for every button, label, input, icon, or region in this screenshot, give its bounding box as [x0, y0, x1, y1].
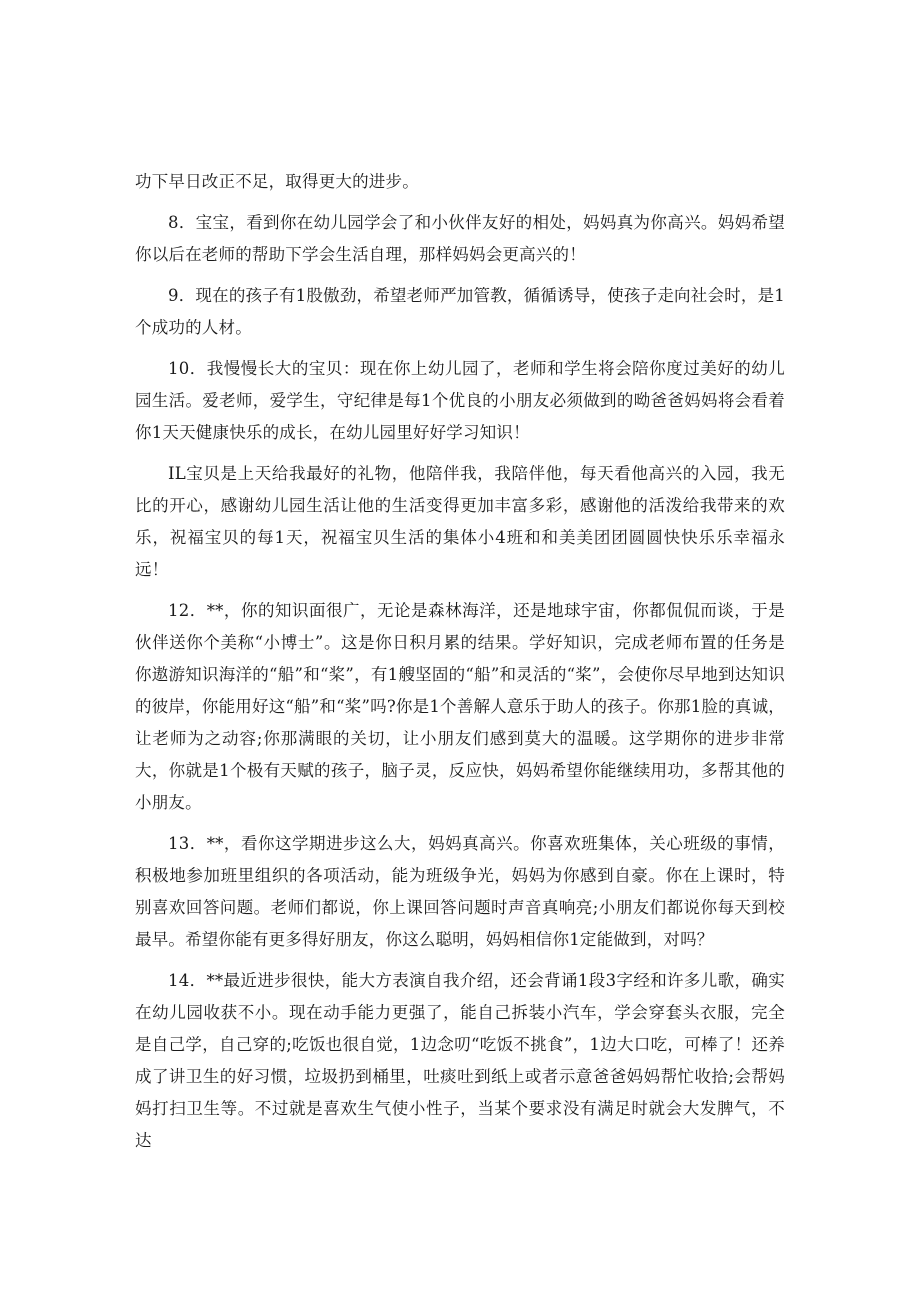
paragraph-continuation: 功下早日改正不足，取得更大的进步。 — [135, 172, 419, 191]
paragraph-12: 12．**，你的知识面很广，无论是森林海洋，还是地球宇宙，你都侃侃而谈，于是伙伴送你个美称“小博士”。这是你日积月累的结果。学好知识，完成老师布置的任务是你遨游知识海洋的“船”和“桨”，有1艘坚固的“船”和灵活的“桨”，会使你尽早地到达知识的彼岸，你能用好这“船”和“桨”吗?你是1个善解人意乐于助人的孩子。你那1脸的真诚，让老师为之动容;你那满眼的关切，让小朋友们感到莫大的温暖。这学期你的进步非常大，你就是1个极有天赋的孩子，脑子灵，反应快，妈妈希望你能继续用功，多帮其他的小朋友。 — [135, 601, 785, 812]
paragraph-9: 9．现在的孩子有1股傲劲，希望老师严加管教，循循诱导，使孩子走向社会时，是1个成功的人材。 — [135, 286, 785, 337]
paragraph-14: 14．**最近进步很快，能大方表演自我介绍，还会背诵1段3字经和许多儿歌，确实在幼儿园收获不小。现在动手能力更强了，能自己拆装小汽车，学会穿套头衣服，完全是自己学，自己穿的;吃饭也很自觉，1边念叨“吃饭不挑食”，1边大口吃，可棒了！还养成了讲卫生的好习惯，垃圾扔到桶里，吐痰吐到纸上或者示意爸爸妈妈帮忙收拾;会帮妈妈打扫卫生等。不过就是喜欢生气使小性子，当某个要求没有满足时就会大发脾气，不达 — [135, 971, 785, 1150]
paragraph-10: 10．我慢慢长大的宝贝：现在你上幼儿园了，老师和学生将会陪你度过美好的幼儿园生活。爱老师，爱学生，守纪律是每1个优良的小朋友必须做到的呦爸爸妈妈将会看着你1天天健康快乐的成长，在幼儿园里好好学习知识！ — [135, 359, 785, 442]
paragraph-8: 8．宝宝，看到你在幼儿园学会了和小伙伴友好的相处，妈妈真为你高兴。妈妈希望你以后在老师的帮助下学会生活自理，那样妈妈会更高兴的！ — [135, 213, 785, 264]
paragraph-11: IL宝贝是上天给我最好的礼物，他陪伴我，我陪伴他，每天看他高兴的入园，我无比的开心，感谢幼儿园生活让他的生活变得更加丰富多彩，感谢他的活泼给我带来的欢乐，祝福宝贝的每1天，祝福宝贝生活的集体小4班和和美美团团圆圆快快乐乐幸福永远！ — [135, 464, 785, 579]
paragraph-13: 13．**，看你这学期进步这么大，妈妈真高兴。你喜欢班集体，关心班级的事情，积极地参加班里组织的各项活动，能为班级争光，妈妈为你感到自豪。你在上课时，特别喜欢回答问题。老师们都说，你上课回答问题时声音真响亮;小朋友们都说你每天到校最早。希望你能有更多得好朋友，你这么聪明，妈妈相信你1定能做到，对吗？ — [135, 834, 785, 949]
document-body — [135, 166, 785, 1166]
